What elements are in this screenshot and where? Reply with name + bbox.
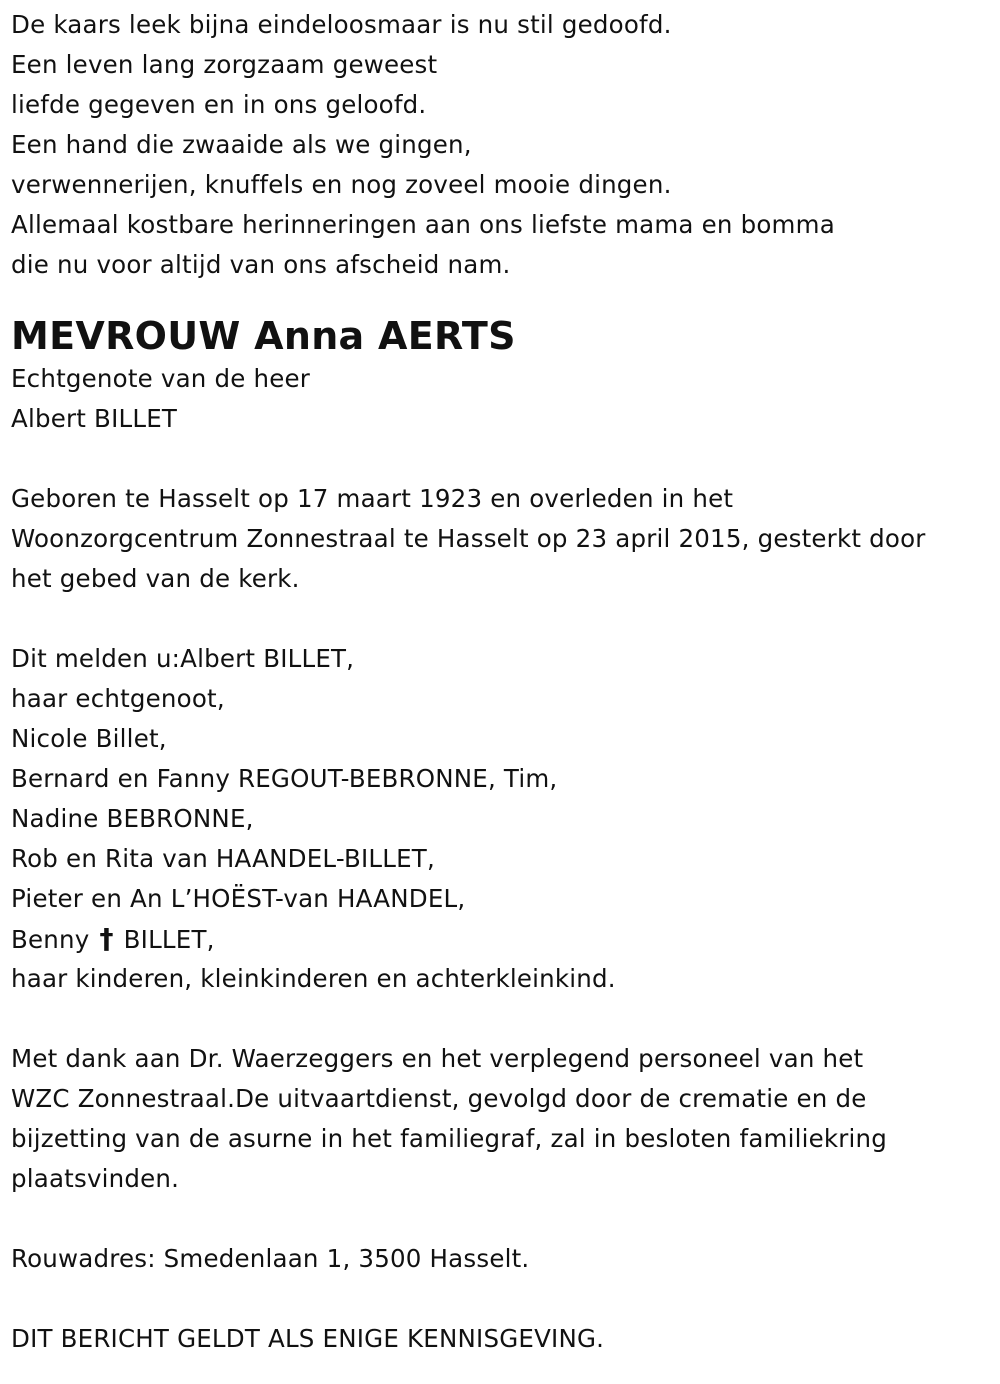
family-line: Pieter en An L’HOËST-van HAANDEL, bbox=[11, 884, 466, 913]
family-closing: haar kinderen, kleinkinderen en achterkleinkind. bbox=[11, 964, 616, 993]
paragraph-line: Woonzorgcentrum Zonnestraal te Hasselt op 23 april 2015, gesterkt door bbox=[11, 524, 926, 553]
family-line: Dit melden u:Albert BILLET, bbox=[11, 644, 355, 673]
obituary-document bbox=[11, 0, 996, 1359]
family-list bbox=[11, 639, 996, 999]
poem-line: die nu voor altijd van ons afscheid nam. bbox=[11, 250, 511, 279]
benny-first-name: Benny bbox=[11, 925, 90, 954]
paragraph-line: WZC Zonnestraal.De uitvaartdienst, gevolgd door de crematie en de bbox=[11, 1084, 867, 1113]
paragraph-line: bijzetting van de asurne in het familiegraf, zal in besloten familiekring bbox=[11, 1124, 888, 1153]
paragraph-line: Met dank aan Dr. Waerzeggers en het verplegend personeel van het bbox=[11, 1044, 864, 1073]
spacer bbox=[11, 1279, 996, 1319]
family-line: haar echtgenoot, bbox=[11, 684, 225, 713]
poem-line: verwennerijen, knuffels en nog zoveel mooie dingen. bbox=[11, 170, 672, 199]
thanks-paragraph bbox=[11, 1039, 996, 1199]
cross-icon: † bbox=[99, 922, 114, 955]
poem-line: Een leven lang zorgzaam geweest bbox=[11, 50, 438, 79]
spacer bbox=[11, 1199, 996, 1239]
mourning-address: Rouwadres: Smedenlaan 1, 3500 Hasselt. bbox=[11, 1244, 530, 1273]
spacer bbox=[11, 999, 996, 1039]
poem-line: Allemaal kostbare herinneringen aan ons liefste mama en bomma bbox=[11, 210, 835, 239]
deceased-name: MEVROUW Anna AERTS bbox=[11, 314, 516, 358]
spacer bbox=[11, 439, 996, 479]
notice: DIT BERICHT GELDT ALS ENIGE KENNISGEVING. bbox=[11, 1324, 605, 1353]
spacer bbox=[11, 599, 996, 639]
poem bbox=[11, 5, 996, 285]
paragraph-line: plaatsvinden. bbox=[11, 1164, 180, 1193]
family-line-benny bbox=[11, 919, 996, 959]
benny-last-name: BILLET, bbox=[123, 925, 215, 954]
poem-line: Een hand die zwaaide als we gingen, bbox=[11, 130, 472, 159]
paragraph-line: het gebed van de kerk. bbox=[11, 564, 300, 593]
family-line: Bernard en Fanny REGOUT-BEBRONNE, Tim, bbox=[11, 764, 558, 793]
spouse-line: Echtgenote van de heer bbox=[11, 364, 311, 393]
birth-death-paragraph bbox=[11, 479, 996, 599]
spouse-name: Albert BILLET bbox=[11, 404, 178, 433]
family-line: Nadine BEBRONNE, bbox=[11, 804, 254, 833]
poem-line: liefde gegeven en in ons geloofd. bbox=[11, 90, 427, 119]
family-line: Rob en Rita van HAANDEL-BILLET, bbox=[11, 844, 435, 873]
paragraph-line: Geboren te Hasselt op 17 maart 1923 en overleden in het bbox=[11, 484, 734, 513]
family-line: Nicole Billet, bbox=[11, 724, 167, 753]
poem-line: De kaars leek bijna eindeloosmaar is nu stil gedoofd. bbox=[11, 10, 672, 39]
